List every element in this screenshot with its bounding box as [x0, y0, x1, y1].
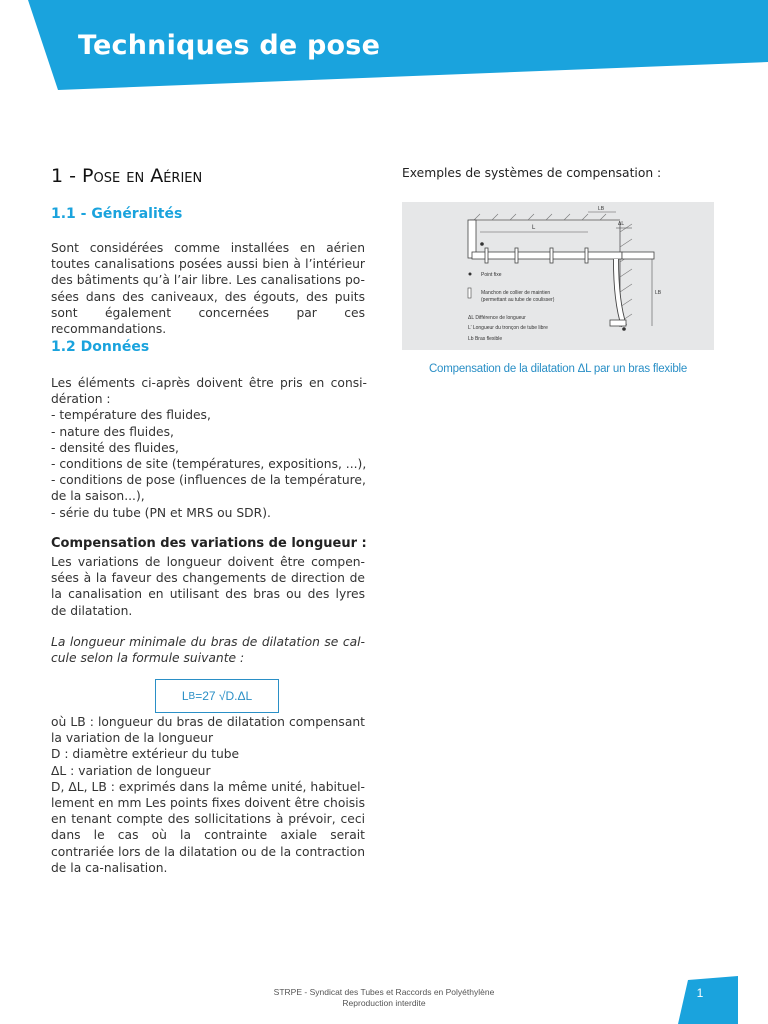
- svg-text:(permettant au tube de couliss: (permettant au tube de coulisser): [481, 297, 555, 303]
- examples-title: Exemples de systèmes de compensation :: [402, 166, 662, 180]
- compensation-diagram: [402, 202, 714, 350]
- list-item: - conditions de pose (influences de la température, de la saison...),: [51, 473, 366, 504]
- svg-text:ΔL: ΔL: [618, 221, 625, 227]
- page-number-tab: [678, 976, 738, 1024]
- section-heading: 1 - Pose en Aérien: [51, 165, 203, 187]
- svg-text:LB: LB: [598, 206, 605, 212]
- subsection-heading-generalites: 1.1 - Généralités: [51, 206, 183, 222]
- subsection-heading-donnees: 1.2 Données: [51, 339, 150, 355]
- list-item: - conditions de site (températures, expositions, ...),: [51, 457, 367, 472]
- donnees-list: [51, 375, 367, 521]
- diagram-caption: Compensation de la dilatation ΔL par un bras flexible: [428, 363, 688, 375]
- list-item: - nature des fluides,: [51, 424, 174, 439]
- list-intro: Les éléments ci-après doivent être pris en consi-dération :: [51, 376, 367, 407]
- footer: STRPE - Syndicat des Tubes et Raccords en Polyéthylène Reproduction interdite: [273, 987, 495, 1008]
- compensation-heading: Compensation des variations de longueur :: [51, 536, 367, 551]
- svg-text:L’ Longueur du tronçon de tub: L’ Longueur du tronçon de tube libre: [468, 325, 548, 331]
- formula-box: L B =27 √D.ΔL: [155, 679, 279, 713]
- page-title: Techniques de pose: [78, 30, 381, 61]
- list-item: - température des fluides,: [51, 408, 211, 423]
- list-item: - densité des fluides,: [51, 440, 179, 455]
- formula-intro: La longueur minimale du bras de dilatation se cal-cule selon la formule suivante :: [51, 635, 365, 666]
- svg-text:LB: LB: [655, 290, 662, 296]
- list-item: - série du tube (PN et MRS ou SDR).: [51, 505, 271, 520]
- svg-text:Lb Bras flexible: Lb Bras flexible: [468, 336, 503, 342]
- compensation-paragraph: Les variations de longueur doivent être compen-sées à la faveur des changements de direction de la canalisation en utilisant des bras ou des lyres de dilatation.: [51, 555, 365, 618]
- svg-text:Point fixe: Point fixe: [481, 272, 502, 278]
- svg-text:Manchon de collier de maintien: Manchon de collier de maintien: [481, 290, 551, 296]
- generalites-paragraph: Sont considérées comme installées en aérien toutes canalisations posées aussi bien à l’intérieur des bâtiments qu’à l’air libre. Les canalisations po-sées dans des caniveaux, des égouts, des puits sont également concernées par ces recommandations.: [51, 241, 365, 337]
- formula-explanation: où LB : longueur du bras de dilatation compensant la variation de la longueur D : diamètre extérieur du tube ΔL : variation de longueur D, ΔL, LB : exprimés dans la même unité, habituel-lement en mm Les points fixes doivent être choisis en tenant compte des sollicitations à prévoir, ceci dans le cas où la contrainte axiale serait contrariée lors de la dilatation ou de la contraction de la ca-nalisation.: [51, 715, 365, 875]
- page-number: 1: [696, 986, 704, 1000]
- svg-text:ΔL Différence de longueur: ΔL Différence de longueur: [468, 315, 526, 321]
- svg-text:L: L: [532, 225, 536, 231]
